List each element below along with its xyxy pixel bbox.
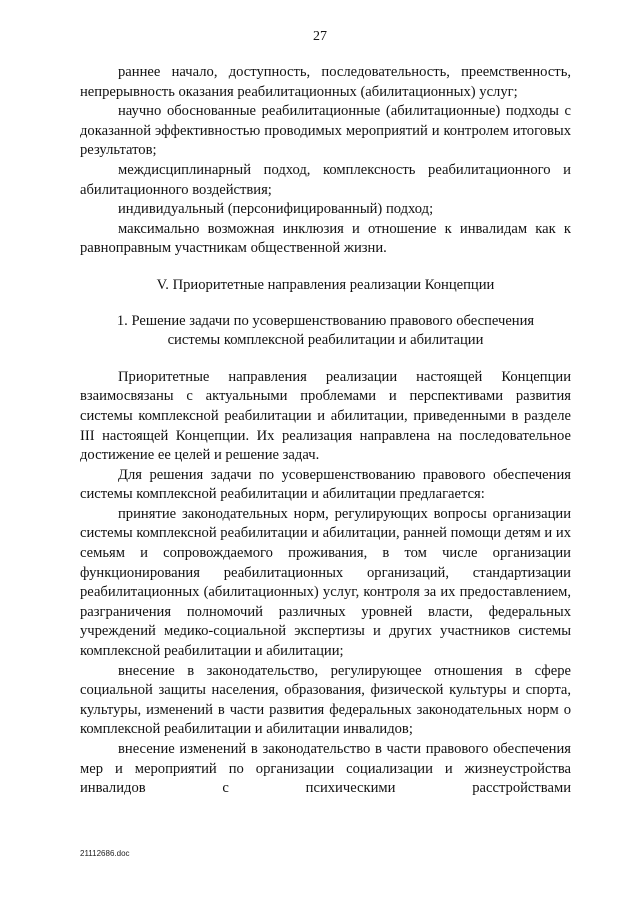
proposal-item: внесение в законодательство, регулирующее отношения в сфере социальной защиты населения, образования, физической культуры и спорта, культуры, изменений в части развития федеральных законодательных норм о комплексной реабилитации и абилитации инвалидов;: [80, 662, 571, 738]
document-body: [80, 63, 571, 799]
subsection-heading: [80, 312, 571, 351]
principle-item: раннее начало, доступность, последовательность, преемственность, непрерывность оказания реабилитационных (абилитационных) услуг;: [80, 64, 571, 100]
document-file-code: 21112686.doc: [80, 849, 130, 858]
principle-item: междисциплинарный подход, комплексность реабилитационного и абилитационного воздействия;: [80, 161, 571, 198]
proposal-item: принятие законодательных норм, регулирующих вопросы организации системы комплексной реабилитации и абилитации, ранней помощи детям и их семьям и сопровождаемого проживания, в том числе организации функционирования реабилитационных организаций, стандартизации реабилитационных (абилитационных) услуг, контроля за их предоставлением, разграничения полномочий различных уровней власти, федеральных учреждений медико-социальной экспертизы и других участников системы комплексной реабилитации и абилитации;: [80, 505, 571, 660]
body-paragraph: Приоритетные направления реализации настоящей Концепции взаимосвязаны с актуальными проблемами и перспективами развития системы комплексной реабилитации и абилитации, приведенными в разделе III настоящей Концепции. Их реализация направлена на последовательное достижение ее целей и решение задач.: [80, 368, 571, 464]
principle-item: научно обоснованные реабилитационные (абилитационные) подходы с доказанной эффективностью проводимых мероприятий и контролем итоговых результатов;: [80, 103, 571, 159]
page-number: 27: [313, 29, 327, 44]
proposal-item: внесение изменений в законодательство в части правового обеспечения мер и мероприятий по организации социализации и жизнеустройства инвалидов с психическими расстройствами: [80, 741, 571, 797]
body-paragraph: Для решения задачи по усовершенствованию правового обеспечения системы комплексной реабилитации и абилитации предлагается:: [80, 466, 571, 503]
principle-item: максимально возможная инклюзия и отношение к инвалидам как к равноправным участникам общественной жизни.: [80, 220, 571, 257]
section-heading: V. Приоритетные направления реализации Концепции: [156, 276, 495, 293]
principle-item: индивидуальный (персонифицированный) подход;: [118, 201, 434, 218]
subsection-heading-line: 1. Решение задачи по усовершенствованию правового обеспечения: [116, 312, 535, 329]
subsection-heading-line: системы комплексной реабилитации и абилитации: [167, 332, 484, 349]
